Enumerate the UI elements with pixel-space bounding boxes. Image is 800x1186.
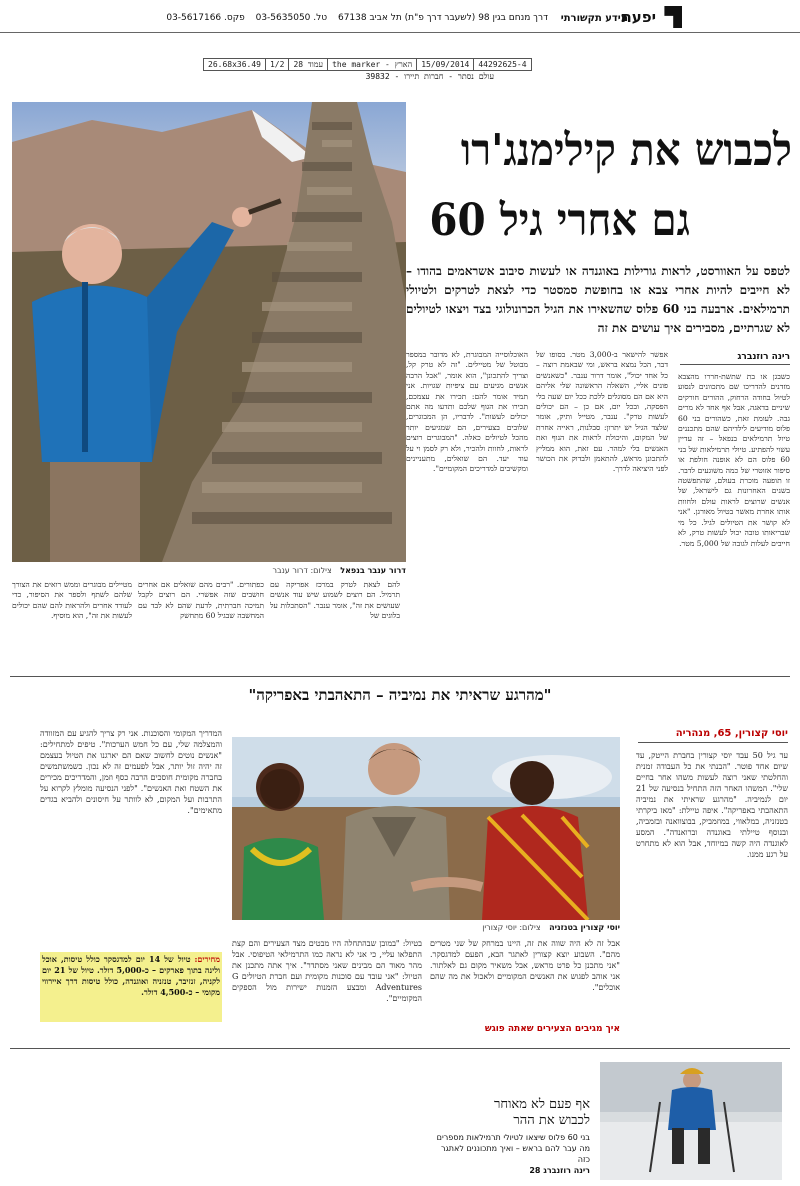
teaser-photo-art bbox=[600, 1062, 782, 1180]
tag-young: איך מגיבים הצעירים שאתה פוגש bbox=[484, 1024, 620, 1034]
clip-id: 44292625-4 bbox=[478, 60, 527, 69]
sub-person-rule bbox=[638, 742, 788, 743]
sub-article-col-left: המדריך המקומי והסוכנות. אני רק צריך להגיע עם המזוודה והמצלמה שלי, עם כל חמש הערכות". טיפים למתחילים: "אנשים נוטים לחשוב שאם הם יארגנו את הטיול בעצמם זה יהיה זול יותר, אבל לפעמים זה לא נכון. כשמשתמשים בחברה מקומית חוסכים הרבה כסף וזמן, והמדריכים מכירים את השטח ואת האנשים". "לפני הנסיעה מומלץ לקרוא על התרבות ועל המקום, לא לוותר על חיסונים ולהביא בגדים מתאימים". bbox=[40, 729, 222, 815]
clip-date: 15/09/2014 bbox=[417, 59, 474, 71]
article-bottom-col-3: מטיילים מבוגרים וממש רואים את הצורך שלהם לשתף ולספר את הסיפור, כדי לעודד אחרים ולהראות להם שהם יכולים לעשות את זה", הוא מוסיף. bbox=[12, 580, 132, 621]
sub-article-col-right: עד גיל 50 עבד יוסי קצורין בחברת הייטק, עד שיום אחד פוטר. "הבנתי את כל העבודה זמנית והחלטתי שאני רוצה לעשות משהו אחר בחיים שלי". המשהו האחר הזה התחיל בנסיעה של 21 יום לנמיביה. "מהרגע שראיתי את נמיביה התאהבתי באפריקה". איפה טיילת: "מאז ביקרתי בטנזניה, במלאווי, במוזמביק, בבוצוואנה ובזמביה, ובנוסף טיילתי באוגנדה וברואנדה". המסע לאוגנדה היה קשה במיוחד, אבל הוא לא מתחרט על רגע ממנו. bbox=[636, 751, 788, 859]
teaser-divider bbox=[10, 1048, 790, 1049]
main-photo-art bbox=[12, 102, 406, 562]
header-fax: פקס. 03-5617166 bbox=[166, 13, 245, 23]
price-text: טיול של 14 יום למדגסקר כולל טיסות, אוכל ולינה בתוך פארקים – כ-5,000 דולר. טיול של 21 יום לקניה, זנזיבר, טנזניה ואוגנדה, כולל טיסות דרך איירווי מקומי – כ-4,500 דולר. bbox=[42, 954, 220, 997]
clip-info-table bbox=[203, 58, 532, 71]
main-photo-caption-text: דרור ענבר בנפאל bbox=[340, 566, 406, 575]
price-label: מחירים: bbox=[194, 954, 221, 964]
yifat-subtitle: מידע תקשורתי bbox=[560, 13, 628, 24]
teaser-text: בני 60 פלוס שיצאו לטיולי תרמילאות מספרים מה עבר להם בראש – ואיך מתכוננים לאתגר כזה bbox=[436, 1133, 590, 1164]
byline-rule bbox=[680, 364, 790, 365]
sub-photo bbox=[232, 737, 620, 920]
sub-article-col-mid2: בטיול: "במובן שבהתחלה היו מבטים מצד הצעירים והם קצת התפלאו עליי, כי אני לא נראה כמו התרמילאי הטיפוסי. אבל מהר מאוד הם מבינים שאני מסתדר". איך אתה מתכנן את הטיול: "אני עובד עם סוכנות מקומית ועם חברת הטיולים G Adventures ומבצע הזמנות ישירות מול הספקים המקומיים". bbox=[232, 939, 422, 1003]
sub-article-person: יוסי קצורין, 65, מנהריה bbox=[675, 728, 788, 739]
clip-publication: the marker - הארץ bbox=[328, 59, 417, 71]
price-box bbox=[40, 952, 222, 1022]
sub-article-col-mid: אבל זה לא היה שווה את זה, היינו במרחק של שני מטרים מהם". השבוע יוצא קצורין לאתגר הבא, הפעם למדגסקר. "אני מתכנן כל פרט מראש, אבל משאיר מקום גם לאלתור. אני אוהב לפגוש את האנשים המקומיים ולאכול את מה שהם אוכלים". bbox=[430, 939, 620, 992]
article-column-3: האוכלוסייה המבוגרת, לא מדובר במספר מבוטל של מטיילים. "זה לא טרק קל, וצריך להתכונן", הוא אומר, "אבל הרבה אנשים מגיעים עם ציפיות שגויות. אני תמיד אומר להם: תכירו את עצמכם, תכירו את הגוף שלכם ותדעו מה אתם יכולים לעשות". לדבריו, הן המבוגרים, שלובים בצעירים, הם שמגיעים יותר מהכל לטיולים כאלה. "המבוגרים רוצים לראות, לחוות ולהכיר, ולא רק לסמן וי על עוד יעד. הם שואלים, מתעניינים ומקשיבים למדריכים המקומיים". bbox=[406, 350, 528, 474]
article-headline-2: גם אחרי גיל 60 bbox=[429, 195, 690, 246]
clip-page: עמוד 28 bbox=[289, 59, 328, 71]
main-photo bbox=[12, 102, 406, 562]
teaser-photo bbox=[600, 1062, 782, 1180]
teaser-line-1: אף פעם לא מאוחר bbox=[493, 1097, 590, 1112]
sub-photo-caption-text: יוסי קצורין בטנזניה bbox=[549, 923, 620, 932]
clip-size: 26.68x36.49 bbox=[204, 59, 266, 71]
sub-photo-art bbox=[232, 737, 620, 920]
sub-article-headline: "מהרגע שראיתי את נמיביה – התאהבתי באפריקה" bbox=[248, 686, 552, 704]
clip-topic: עולם נסתר - חברות תיירו - 39832 bbox=[365, 72, 494, 81]
article-bottom-col-1: להם לצאת לטרק במרכז אפריקה עם תרמיל. הם רוצים לשמוע שיש עוד אנשים שעושים את זה", אומר ענבר. "הסתכלות על בלוגים של bbox=[270, 580, 400, 621]
teaser-line-2: לכבוש את ההר bbox=[513, 1113, 590, 1128]
article-column-1: כשבגן או בת שתשת-חררו מהצבא מזדנים להדריכו שם מתכוונים לנסוע לטיול בחודה הרחוק, ההורים חורקים שיניים בדאגה, אבל אף אחד לא מרים גבה. לעומת זאת, כשהורים בני 60 פלוס מודיעים לילדיהם שהם מתכננים טיול תרמילאים בנפאל – זה עדיין עשוי להפתיע. טיולי תרמילאות של בני 60 פלוס הם לא אופנה חולפת או סיפור אזוטרי של כמה משוגעים לדבר. זו תופעה מוכרת בעולם, שהתפשטה בשנים האחרונות גם לישראל, של אנשים שרוצים לראות עולם ולחוות אותו אחרת מאשר בטיול מאורגן. "אני לא קושר את הטיולים לגיל. כל מי שבריאותו טובה יכול לעשות טרק, לא חייבים לעלות לגובה של 5,000 מטר. bbox=[678, 372, 790, 548]
main-photo-caption bbox=[12, 566, 406, 575]
article-lead: לטפס על האוורסט, לראות גורילות באוגנדה או לעשות סיבוב אשראמים בהודו – לא חייבים להיות אחרי צבא או בחופשת סמסטר כדי לצאת לטרקים ולטיולי תרמילאים. ארבעה בני 60 פלוס שהשאירו את הגיל הכרונולוגי בצד ויצאו לטיולים לא שגרתיים, מסבירים איך עושים את זה bbox=[406, 264, 791, 335]
yifat-logo-mark bbox=[660, 6, 682, 28]
article-byline: רינה רוזנברג bbox=[737, 352, 790, 362]
header-address: דרך מנחם בגין 98 (לשעבר דרך פ"ת) תל אביב 67138 bbox=[337, 13, 548, 23]
clip-page-count: 1/2 bbox=[265, 59, 288, 71]
header-phone: טל. 03-5635050 bbox=[255, 13, 328, 23]
yifat-logo-text: יפעת bbox=[621, 8, 656, 26]
main-photo-credit: צילום: דרור ענבר bbox=[272, 566, 332, 575]
header-contact bbox=[166, 13, 548, 23]
sub-photo-caption bbox=[232, 923, 620, 932]
article-headline-1: לכבוש את קילימנג'רו bbox=[460, 125, 792, 176]
article-column-2: אפשר להישאר ב-3,000 מטר. בסופו של דבר, הכל נמצא בראש, ומי שבאמת רוצה – כל אחד יכול", אומר דרור ענבר. "כשאנשים פונים אליי, השאלה הראשונה שלי אליהם היא אם הם מסוגלים ללכת ככל יום שעה בלי הפסקה, ובכל יום, אם כן – הם יכולים לעשות טרק". ענבר, מטייל ותיק, אומר שלצד הגיל יש יתרון: סבלנות, ראייה אחרת של המקום, והיכולת לראות את הנוף ואת האנשים בלי למהר. עם זאת, הוא ממליץ להתכונן מראש, להתאמן ולבדוק את הכושר לפני היציאה לדרך. bbox=[536, 350, 668, 474]
section-divider bbox=[10, 676, 790, 677]
header-divider bbox=[0, 32, 800, 33]
article-bottom-col-2: כפתורים. "רבים מהם שואלים אם אחרים חושבים שזה אפשרי. הם רוצים לקבל תמיכה חברתית, לדעת שהם לא לבד עם המחשבה שבגיל 60 מתחשק bbox=[138, 580, 264, 621]
teaser-byline: רינה רוזנברג 28 bbox=[529, 1166, 590, 1175]
sub-photo-credit: צילום: יוסי קצורין bbox=[482, 923, 541, 932]
